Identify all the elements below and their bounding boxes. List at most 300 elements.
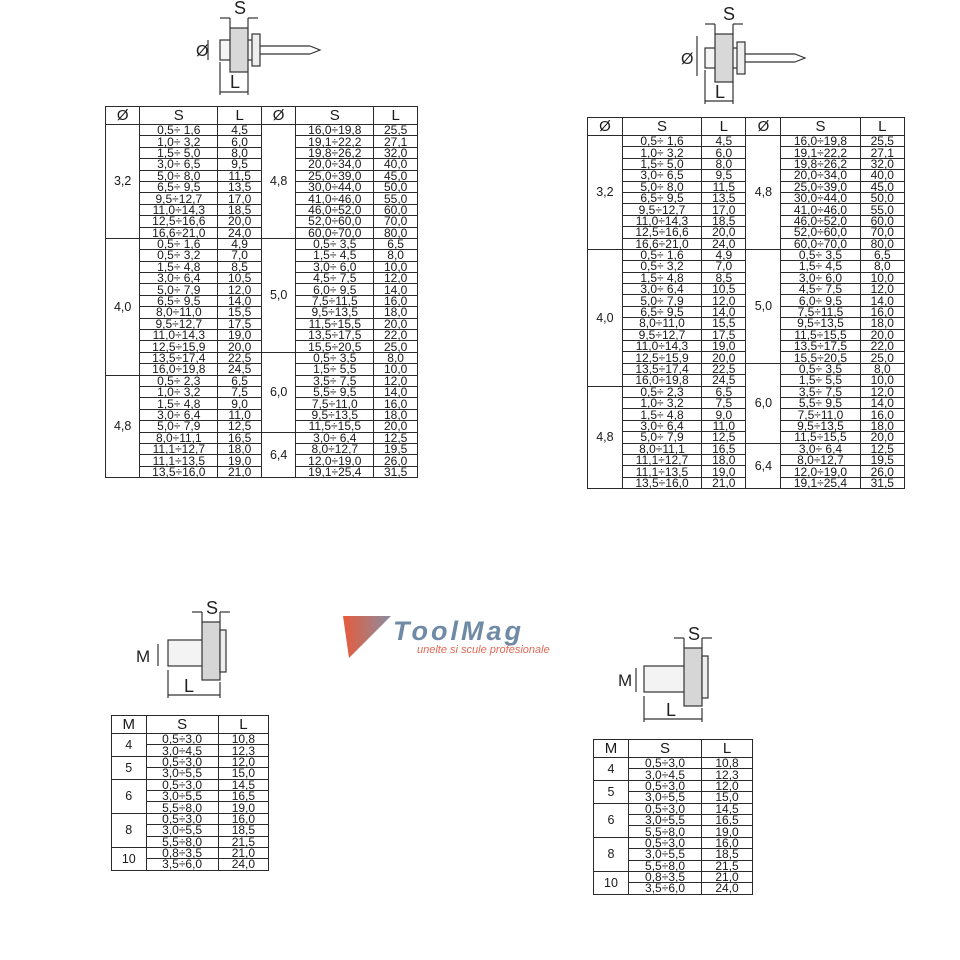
l-length-cell: 10,8 [702,758,753,769]
s-range-cell: 16,6÷21,0 [140,227,218,238]
l-header: L [374,107,418,125]
l-length-cell: 4,9 [702,249,746,260]
thread-size-cell: 5 [112,756,147,779]
m-label: M [136,647,151,666]
table-row [106,238,418,249]
s-range-cell: 0,5÷3,0 [146,813,218,824]
s-range-cell: 13,5÷16,0 [140,466,218,477]
s-range-cell: 3,0÷ 6,5 [140,159,218,170]
l-length-cell: 12,0 [702,780,753,791]
diameter-cell: 6,0 [261,352,295,432]
l-length-cell: 14,0 [218,295,262,306]
diameter-cell: 4,8 [261,125,295,239]
brand-tagline: unelte si scule profesionale [417,644,550,656]
l-length-cell: 4,5 [218,125,262,136]
s-range-cell: 6,0÷ 9,5 [296,284,374,295]
l-length-cell: 21,5 [218,836,268,847]
nut-table-right-block [593,739,753,895]
l-length-cell: 22,5 [702,363,746,374]
s-range-cell: 1,5÷ 4,8 [140,261,218,272]
s-header: S [140,107,218,125]
rivet-diagram-left [190,0,330,105]
l-length-cell: 14,0 [860,295,904,306]
s-range-cell: 1,5÷ 4,8 [622,409,701,420]
s-range-cell: 19,1÷25,4 [296,466,374,477]
l-length-cell: 14,5 [218,779,268,790]
s-range-cell: 12,0÷19,0 [781,466,860,477]
l-length-cell: 32,0 [374,147,418,158]
l-length-cell: 13,5 [702,192,746,203]
s-range-cell: 1,0÷ 3,2 [622,147,701,158]
s-range-cell: 0,5÷ 3,5 [781,249,860,260]
table-row [106,125,418,136]
m-header: M [594,740,629,758]
l-length-cell: 12,5 [374,432,418,443]
s-range-cell: 3,0÷ 6,0 [781,272,860,283]
l-length-cell: 9,0 [702,409,746,420]
s-range-cell: 3,5÷6,0 [628,883,701,894]
l-length-cell: 15,5 [218,307,262,318]
l-length-cell: 20,0 [702,352,746,363]
brand-name: ToolMag [393,616,524,646]
s-range-cell: 8,0÷12,7 [296,443,374,454]
s-range-cell: 3,0÷5,5 [146,825,218,836]
s-label: S [234,0,247,18]
s-range-cell: 9,5÷13,5 [781,420,860,431]
s-range-cell: 5,0÷ 8,0 [140,170,218,181]
s-range-cell: 8,0÷11,1 [140,432,218,443]
s-range-cell: 19,1÷22,2 [781,147,860,158]
l-header: L [218,716,268,734]
l-length-cell: 7,0 [702,261,746,272]
l-length-cell: 18,0 [218,443,262,454]
s-range-cell: 6,5÷ 9,5 [622,192,701,203]
s-range-cell: 0,5÷ 1,6 [140,238,218,249]
s-range-cell: 46,0÷52,0 [781,215,860,226]
s-range-cell: 3,0÷ 6,5 [622,170,701,181]
thread-size-cell: 6 [594,803,629,837]
s-range-cell: 8,0÷11,0 [622,318,701,329]
s-range-cell: 5,0÷ 8,0 [622,181,701,192]
l-length-cell: 12,0 [218,756,268,767]
l-length-cell: 14,0 [702,306,746,317]
s-range-cell: 1,5÷ 5,0 [622,158,701,169]
l-length-cell: 25,0 [374,341,418,352]
s-range-cell: 0,5÷3,0 [628,780,701,791]
s-range-cell: 11,1÷12,7 [622,454,701,465]
s-header: S [628,740,701,758]
thread-size-cell: 6 [112,779,147,813]
table-header-row [106,107,418,125]
diameter-cell: 4,0 [588,249,623,386]
l-length-cell: 6,0 [218,136,262,147]
s-range-cell: 16,6÷21,0 [622,238,701,249]
s-range-cell: 8,0÷11,1 [622,443,701,454]
l-length-cell: 14,0 [860,397,904,408]
l-length-cell: 16,0 [374,295,418,306]
l-label: L [184,676,195,696]
s-range-cell: 12,5÷16,6 [140,216,218,227]
l-header: L [702,740,753,758]
s-range-cell: 11,1÷13,5 [622,466,701,477]
l-length-cell: 20,0 [374,318,418,329]
s-range-cell: 5,0÷ 7,9 [140,421,218,432]
dia-header: Ø [261,107,295,125]
nut-drawing [618,622,728,727]
l-length-cell: 12,0 [860,284,904,295]
l-length-cell: 19,0 [702,341,746,352]
l-length-cell: 12,5 [702,432,746,443]
s-range-cell: 15,5÷20,5 [781,352,860,363]
rivet-spec-table [587,117,905,489]
s-range-cell: 1,5÷ 5,5 [296,364,374,375]
diameter-cell: 6,4 [746,443,781,489]
l-length-cell: 25,5 [860,136,904,147]
diameter-cell: 4,0 [106,238,140,375]
l-length-cell: 17,0 [702,204,746,215]
s-range-cell: 0,8÷3,5 [146,847,218,858]
l-length-cell: 8,0 [218,147,262,158]
l-length-cell: 32,0 [860,158,904,169]
s-range-cell: 1,0÷ 3,2 [140,386,218,397]
s-range-cell: 11,5÷15,5 [781,432,860,443]
diameter-cell: 3,2 [106,125,140,239]
s-range-cell: 5,0÷ 7,9 [622,295,701,306]
l-length-cell: 26,0 [860,466,904,477]
s-range-cell: 30,0÷44,0 [781,192,860,203]
s-range-cell: 16,0÷19,8 [781,136,860,147]
s-range-cell: 25,0÷39,0 [781,181,860,192]
l-length-cell: 60,0 [374,204,418,215]
thread-size-cell: 5 [594,780,629,803]
l-length-cell: 16,0 [860,306,904,317]
diameter-cell: 4,8 [106,375,140,478]
table-header-row [112,716,269,734]
s-range-cell: 1,5÷ 4,8 [622,272,701,283]
s-range-cell: 11,5÷15,5 [296,318,374,329]
l-length-cell: 20,0 [702,227,746,238]
s-range-cell: 5,5÷8,0 [146,802,218,813]
s-range-cell: 3,0÷5,5 [628,792,701,803]
s-range-cell: 3,0÷5,5 [628,814,701,825]
l-length-cell: 10,0 [860,375,904,386]
s-range-cell: 9,5÷12,7 [622,204,701,215]
m-label: M [618,671,633,690]
s-range-cell: 3,5÷ 7,5 [781,386,860,397]
l-length-cell: 40,0 [374,159,418,170]
m-header: M [112,716,147,734]
l-length-cell: 21,5 [702,860,753,871]
s-range-cell: 3,0÷ 6,4 [622,420,701,431]
l-length-cell: 12,3 [702,769,753,780]
s-range-cell: 19,1÷25,4 [781,477,860,488]
s-range-cell: 12,0÷19,0 [296,455,374,466]
l-length-cell: 18,5 [218,825,268,836]
l-length-cell: 70,0 [860,227,904,238]
l-length-cell: 12,0 [860,386,904,397]
l-length-cell: 8,0 [702,158,746,169]
thread-size-cell: 8 [594,837,629,871]
l-length-cell: 16,0 [374,398,418,409]
l-length-cell: 13,5 [218,181,262,192]
l-length-cell: 18,5 [218,204,262,215]
s-range-cell: 5,5÷8,0 [146,836,218,847]
l-length-cell: 12,3 [218,745,268,756]
l-length-cell: 19,0 [218,330,262,341]
s-range-cell: 1,5÷ 4,8 [140,398,218,409]
nut-table-left-block [111,715,269,871]
nut-diagram-left [130,600,240,710]
l-length-cell: 55,0 [860,204,904,215]
s-label: S [206,600,219,618]
l-length-cell: 18,5 [702,215,746,226]
l-length-cell: 11,0 [702,420,746,431]
l-length-cell: 7,0 [218,250,262,261]
diameter-cell: 5,0 [746,249,781,363]
s-range-cell: 0,5÷ 3,2 [140,250,218,261]
l-length-cell: 17,5 [702,329,746,340]
l-length-cell: 15,0 [218,768,268,779]
brand-watermark [343,612,633,662]
s-range-cell: 16,0÷19,8 [296,125,374,136]
nut-spec-table [593,739,753,895]
l-length-cell: 55,0 [374,193,418,204]
rivet-table-right-block [587,117,905,489]
l-length-cell: 8,0 [374,250,418,261]
s-range-cell: 4,5÷ 7,5 [781,284,860,295]
s-range-cell: 12,5÷15,9 [622,352,701,363]
l-label: L [230,72,241,92]
s-range-cell: 15,5÷20,5 [296,341,374,352]
l-length-cell: 19,0 [702,826,753,837]
s-range-cell: 1,5÷ 4,5 [296,250,374,261]
l-length-cell: 8,0 [374,352,418,363]
l-length-cell: 7,5 [218,386,262,397]
l-length-cell: 12,0 [702,295,746,306]
s-range-cell: 3,0÷5,5 [146,790,218,801]
l-length-cell: 24,0 [702,883,753,894]
s-range-cell: 7,5÷11,5 [296,295,374,306]
s-range-cell: 3,0÷ 6,4 [140,273,218,284]
s-range-cell: 46,0÷52,0 [296,204,374,215]
s-range-cell: 0,5÷3,0 [628,803,701,814]
l-length-cell: 24,0 [218,227,262,238]
s-range-cell: 9,5÷13,5 [781,318,860,329]
l-length-cell: 10,0 [374,261,418,272]
s-range-cell: 30,0÷44,0 [296,181,374,192]
s-range-cell: 11,1÷13,5 [140,455,218,466]
l-length-cell: 10,0 [374,364,418,375]
s-range-cell: 0,5÷ 1,6 [622,136,701,147]
l-length-cell: 26,0 [374,455,418,466]
s-range-cell: 8,0÷11,0 [140,307,218,318]
l-length-cell: 11,5 [218,170,262,181]
l-length-cell: 40,0 [860,170,904,181]
l-length-cell: 20,0 [374,421,418,432]
s-range-cell: 7,5÷11,5 [781,306,860,317]
s-range-cell: 3,5÷6,0 [146,859,218,870]
l-length-cell: 12,0 [374,375,418,386]
l-length-cell: 4,5 [702,136,746,147]
l-length-cell: 8,5 [218,261,262,272]
diameter-cell: 6,4 [261,432,295,478]
s-range-cell: 0,5÷ 1,6 [622,249,701,260]
nut-diagram-right [618,622,728,732]
s-range-cell: 13,5÷17,5 [296,330,374,341]
l-length-cell: 19,5 [374,443,418,454]
table-row [588,249,905,260]
l-length-cell: 80,0 [860,238,904,249]
l-length-cell: 50,0 [374,181,418,192]
s-range-cell: 12,5÷16,6 [622,227,701,238]
s-range-cell: 9,5÷13,5 [296,409,374,420]
s-range-cell: 8,0÷12,7 [781,454,860,465]
l-length-cell: 9,0 [218,398,262,409]
rivet-spec-table [105,106,418,478]
s-range-cell: 12,5÷15,9 [140,341,218,352]
l-length-cell: 21,0 [218,847,268,858]
s-label: S [723,4,736,24]
table-row [588,136,905,147]
s-range-cell: 52,0÷60,0 [781,227,860,238]
l-length-cell: 8,0 [860,363,904,374]
s-range-cell: 11,0÷14,3 [140,330,218,341]
l-length-cell: 18,0 [374,409,418,420]
s-range-cell: 0,5÷3,0 [146,734,218,745]
l-length-cell: 25,0 [860,352,904,363]
l-length-cell: 16,5 [218,790,268,801]
l-length-cell: 19,0 [702,466,746,477]
l-length-cell: 31,5 [860,477,904,488]
l-length-cell: 45,0 [374,170,418,181]
dia-label: Ø [196,43,209,60]
s-range-cell: 13,5÷17,4 [140,352,218,363]
l-length-cell: 22,0 [374,330,418,341]
s-range-cell: 5,5÷8,0 [628,826,701,837]
l-length-cell: 15,5 [702,318,746,329]
l-length-cell: 24,5 [702,375,746,386]
s-range-cell: 9,5÷13,5 [296,307,374,318]
l-length-cell: 24,0 [702,238,746,249]
l-length-cell: 8,0 [860,261,904,272]
s-range-cell: 5,5÷8,0 [628,860,701,871]
l-length-cell: 11,0 [218,409,262,420]
l-length-cell: 9,5 [702,170,746,181]
s-range-cell: 11,5÷15,5 [296,421,374,432]
l-label: L [666,700,677,720]
l-length-cell: 24,5 [218,364,262,375]
l-length-cell: 18,0 [860,420,904,431]
s-range-cell: 3,0÷ 6,4 [781,443,860,454]
s-range-cell: 16,0÷19,8 [140,364,218,375]
l-length-cell: 21,0 [702,477,746,488]
l-length-cell: 18,0 [374,307,418,318]
s-range-cell: 3,0÷4,5 [628,769,701,780]
l-length-cell: 6,5 [218,375,262,386]
l-length-cell: 25,5 [374,125,418,136]
l-header: L [702,118,746,136]
s-range-cell: 13,5÷17,5 [781,341,860,352]
s-range-cell: 11,5÷15,5 [781,329,860,340]
s-range-cell: 3,0÷5,5 [628,849,701,860]
s-range-cell: 11,0÷14,3 [622,341,701,352]
s-range-cell: 41,0÷46,0 [296,193,374,204]
s-range-cell: 3,5÷ 7,5 [296,375,374,386]
l-length-cell: 10,8 [218,734,268,745]
s-header: S [622,118,701,136]
l-length-cell: 18,0 [860,318,904,329]
l-length-cell: 12,5 [860,443,904,454]
s-range-cell: 1,0÷ 3,2 [622,397,701,408]
s-range-cell: 1,5÷ 5,0 [140,147,218,158]
l-header: L [218,107,262,125]
s-range-cell: 0,5÷ 1,6 [140,125,218,136]
s-range-cell: 3,0÷ 6,0 [296,261,374,272]
l-length-cell: 27,1 [860,147,904,158]
l-length-cell: 7,5 [702,397,746,408]
s-range-cell: 0,8÷3,5 [628,871,701,882]
l-length-cell: 18,5 [702,849,753,860]
l-header: L [860,118,904,136]
s-range-cell: 0,5÷3,0 [146,779,218,790]
l-length-cell: 12,0 [374,273,418,284]
l-length-cell: 50,0 [860,192,904,203]
s-range-cell: 60,0÷70,0 [781,238,860,249]
dia-header: Ø [588,118,623,136]
table-header-row [594,740,753,758]
s-range-cell: 3,0÷ 6,4 [296,432,374,443]
s-range-cell: 0,5÷ 3,5 [296,352,374,363]
s-range-cell: 6,5÷ 9,5 [140,181,218,192]
l-length-cell: 19,0 [218,802,268,813]
s-range-cell: 60,0÷70,0 [296,227,374,238]
dia-label: Ø [681,51,694,68]
rivet-diagram-right [675,0,815,115]
l-length-cell: 6,5 [702,386,746,397]
s-range-cell: 5,0÷ 7,9 [622,432,701,443]
l-length-cell: 12,0 [218,284,262,295]
thread-size-cell: 10 [594,871,629,894]
s-header: S [146,716,218,734]
l-length-cell: 16,5 [218,432,262,443]
s-range-cell: 13,5÷17,4 [622,363,701,374]
s-range-cell: 9,5÷12,7 [140,318,218,329]
s-header: S [781,118,860,136]
l-length-cell: 14,0 [374,386,418,397]
thread-size-cell: 8 [112,813,147,847]
l-length-cell: 18,0 [702,454,746,465]
l-length-cell: 27,1 [374,136,418,147]
l-length-cell: 10,5 [702,284,746,295]
thread-size-cell: 4 [112,734,147,757]
s-range-cell: 4,5÷ 7,5 [296,273,374,284]
l-length-cell: 6,5 [374,238,418,249]
s-range-cell: 19,8÷26,2 [296,147,374,158]
diameter-cell: 5,0 [261,238,295,352]
s-range-cell: 11,1÷12,7 [140,443,218,454]
s-range-cell: 5,0÷ 7,9 [140,284,218,295]
brand-logo-icon [343,612,393,662]
s-range-cell: 52,0÷60,0 [296,216,374,227]
l-length-cell: 16,0 [860,409,904,420]
s-range-cell: 0,5÷ 3,5 [781,363,860,374]
s-range-cell: 3,0÷ 6,4 [140,409,218,420]
l-length-cell: 17,5 [218,318,262,329]
s-range-cell: 0,5÷3,0 [628,837,701,848]
l-length-cell: 16,5 [702,814,753,825]
s-range-cell: 6,5÷ 9,5 [622,306,701,317]
s-range-cell: 1,5÷ 4,5 [781,261,860,272]
